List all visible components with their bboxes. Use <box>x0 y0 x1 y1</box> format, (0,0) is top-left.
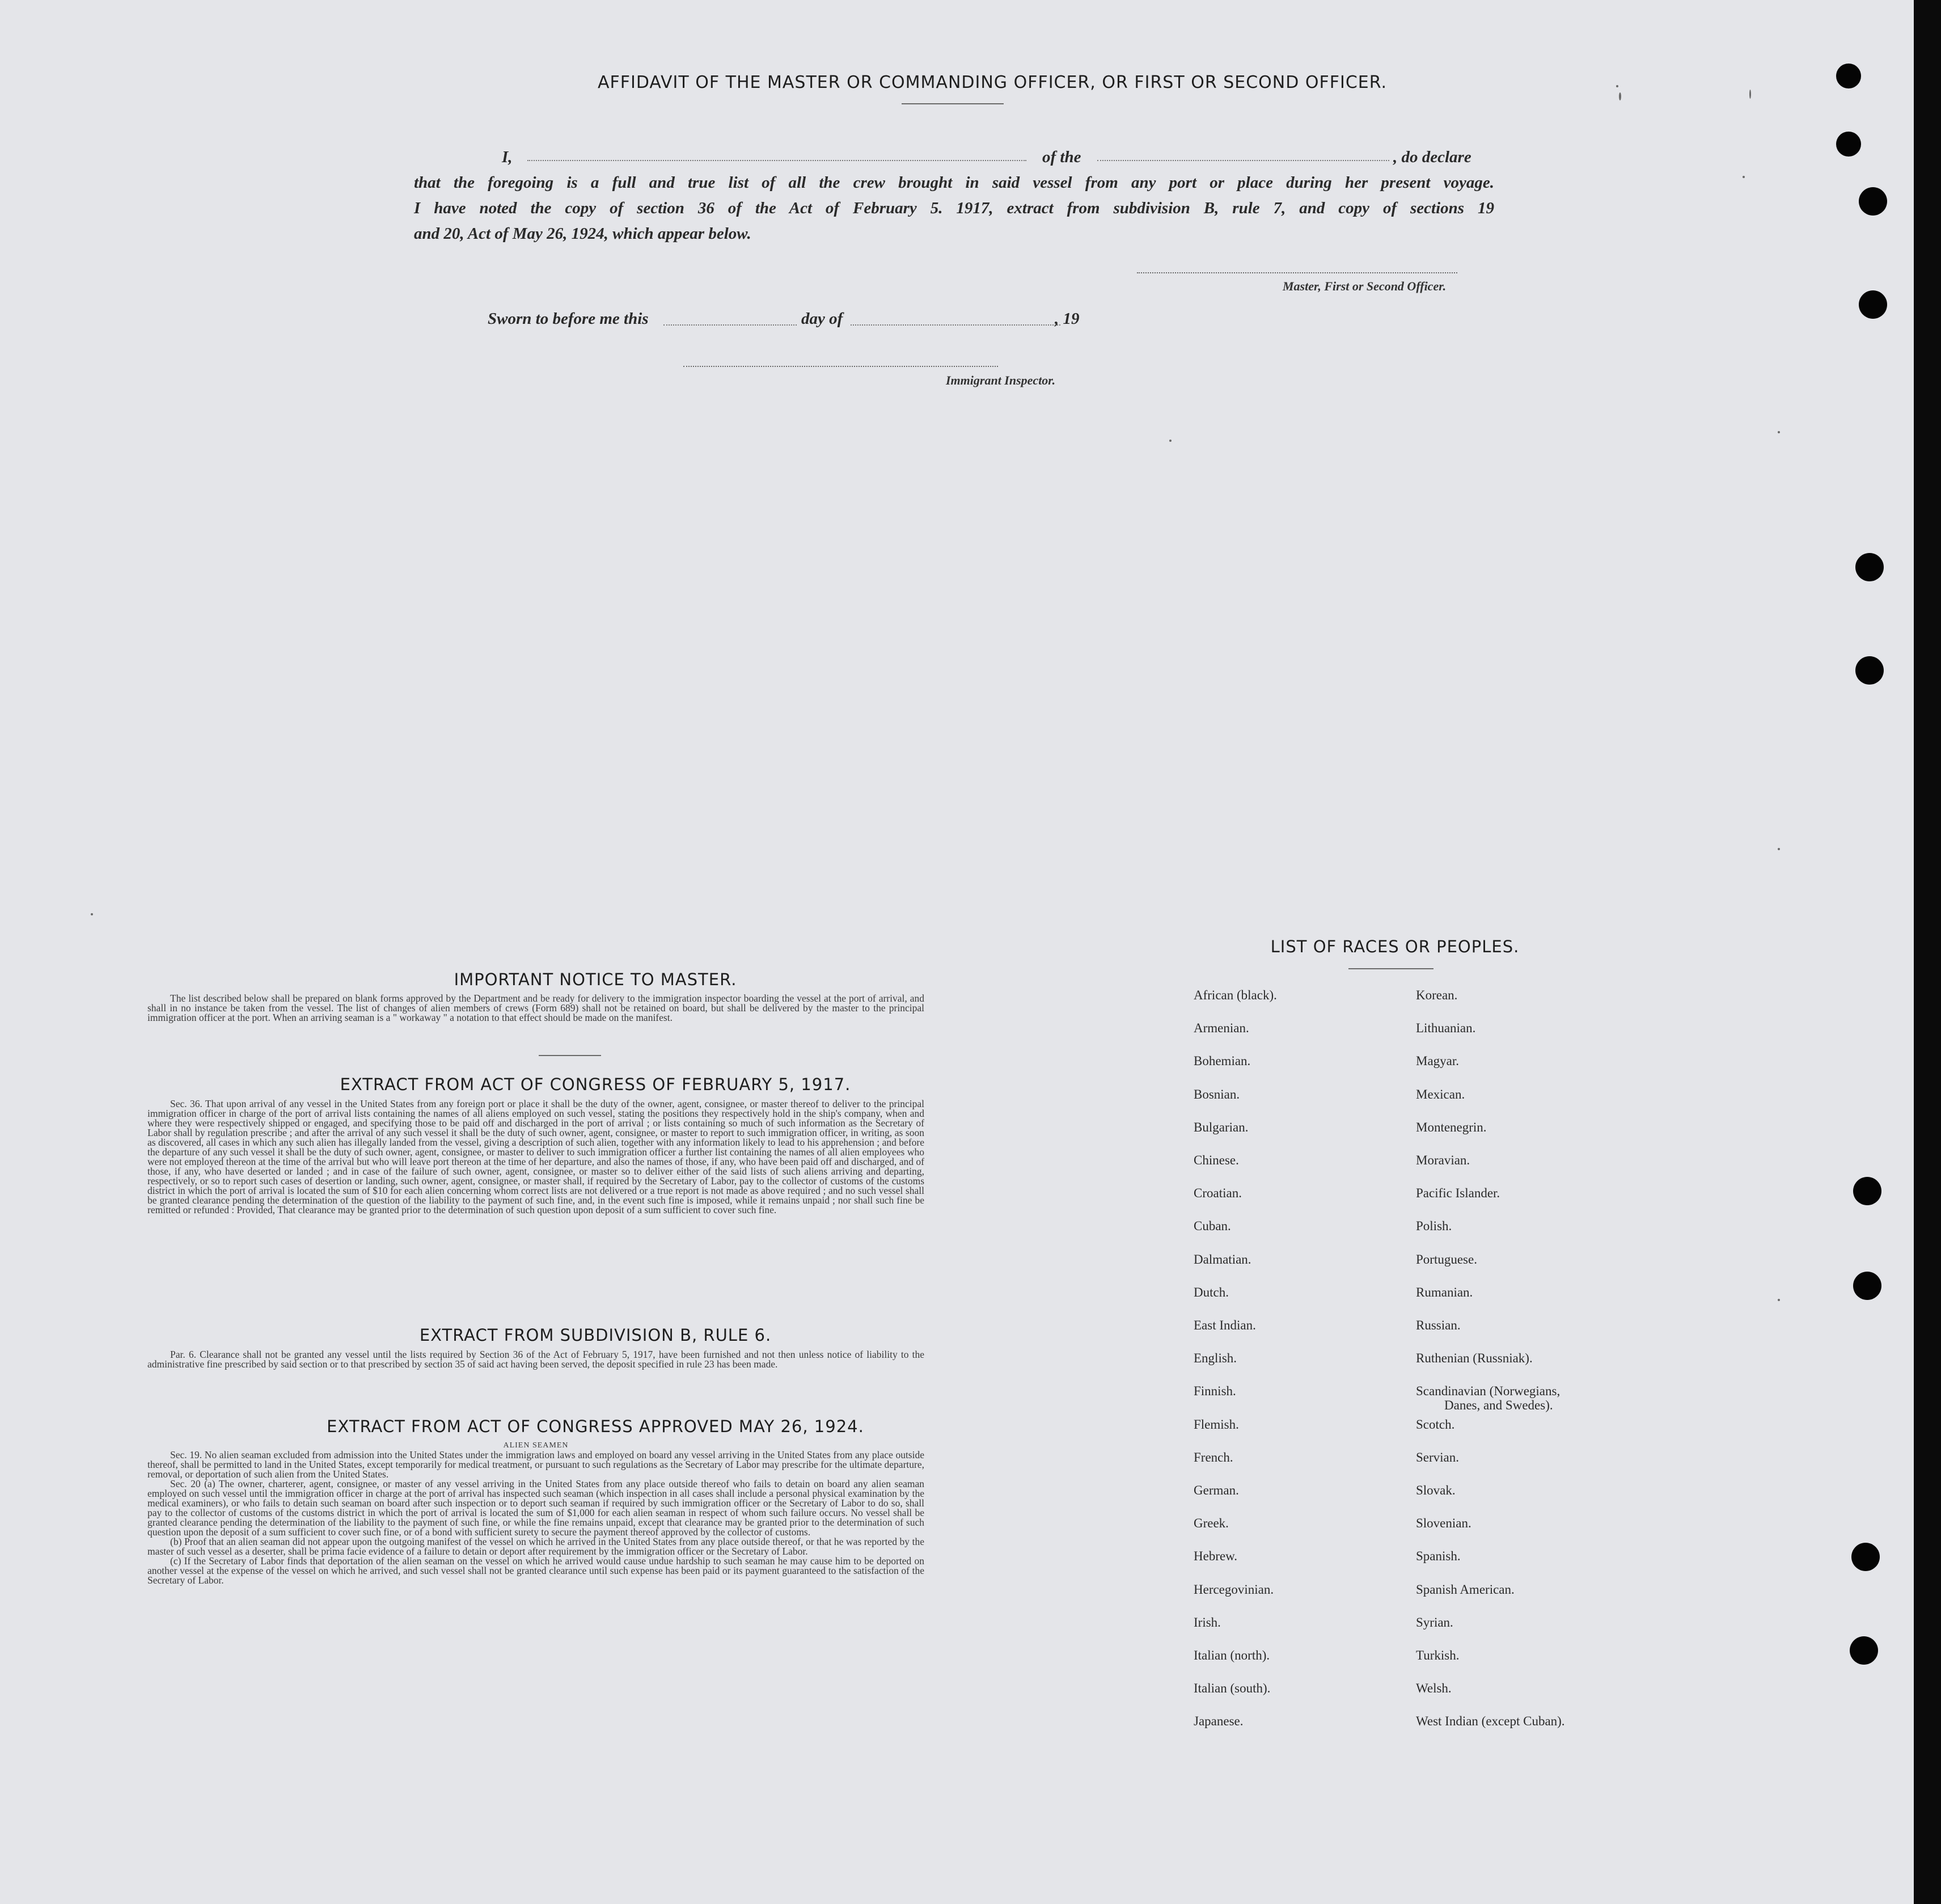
scan-speck <box>1619 92 1621 100</box>
scan-speck <box>1749 90 1751 99</box>
punch-hole <box>1851 1543 1880 1571</box>
scan-speck <box>1778 1299 1780 1301</box>
race-left-item: Cuban. <box>1194 1219 1231 1234</box>
race-right-item: Mexican. <box>1416 1087 1465 1101</box>
scan-speck <box>1616 85 1618 87</box>
race-right-item: Slovak. <box>1416 1483 1456 1497</box>
race-right-item: Rumanian. <box>1416 1285 1473 1299</box>
sworn-line <box>414 306 1265 332</box>
race-left-item: Hercegovinian. <box>1194 1582 1274 1597</box>
sec-20b-text: (b) Proof that an alien seaman did not appear upon the outgoing manifest of the vessel on which he arrived in the United States from any place outside thereof, or that he was reported by the master of such vessel as a deserter, shall be prima facie evidence of a failure to detain or deport after requirement by the immigration officer or the Secretary of Labor. <box>147 1536 924 1557</box>
race-right-item: West Indian (except Cuban). <box>1416 1714 1565 1729</box>
race-left-item: Bohemian. <box>1194 1054 1251 1069</box>
inspector-signature-line <box>683 366 998 367</box>
master-signature-line <box>1137 272 1457 273</box>
race-right-item: Slovenian. <box>1416 1516 1471 1531</box>
race-right-item: Moravian. <box>1416 1153 1470 1167</box>
decl-line-4: and 20, Act of May 26, 1924, which appear below. <box>414 225 751 243</box>
punch-hole <box>1850 1636 1878 1665</box>
scan-speck <box>1743 176 1745 178</box>
race-right-item: Scandinavian (Norwegians, <box>1416 1384 1561 1399</box>
extract-rule6-body <box>147 1350 924 1369</box>
punch-hole <box>1859 290 1887 319</box>
punch-hole <box>1855 553 1884 581</box>
extract-1924-title: EXTRACT FROM ACT OF CONGRESS APPROVED MAY 26, 1924. <box>327 1417 864 1436</box>
race-left-item: Greek. <box>1194 1516 1229 1531</box>
race-left-item: Japanese. <box>1194 1714 1244 1729</box>
notice-body <box>147 994 924 1023</box>
extract-1917-body <box>147 1099 924 1215</box>
race-left-item: Armenian. <box>1194 1021 1249 1036</box>
race-left-item: Dalmatian. <box>1194 1252 1251 1266</box>
race-right-item: Pacific Islander. <box>1416 1186 1500 1201</box>
race-right-item: Spanish American. <box>1416 1582 1515 1597</box>
vessel-blank <box>1097 160 1389 161</box>
name-blank <box>527 160 1026 161</box>
race-left-item: Bosnian. <box>1194 1087 1240 1101</box>
race-right-item: Korean. <box>1416 988 1458 1002</box>
punch-hole <box>1836 132 1861 157</box>
scan-speck <box>91 913 93 915</box>
inspector-caption: Immigrant Inspector. <box>946 373 1056 387</box>
punch-hole <box>1855 656 1884 685</box>
month-blank <box>851 324 1060 326</box>
race-left-item: East Indian. <box>1194 1318 1256 1332</box>
race-left-item: Croatian. <box>1194 1186 1242 1201</box>
race-right-item: Lithuanian. <box>1416 1021 1476 1036</box>
punch-hole <box>1853 1177 1881 1205</box>
race-right-item: Magyar. <box>1416 1054 1460 1069</box>
master-caption: Master, First or Second Officer. <box>1283 279 1447 293</box>
extract-1917-text: Sec. 36. That upon arrival of any vessel in the United States from any foreign port or place it shall be the duty of the owner, agent, consignee, or master thereof to deliver to the principal immigration officer in charge of the port of arrival lists containing the names of all aliens employed on such vessel, stating the positions they respectively hold in the ship's company, when and where they were respectively shipped or engaged, and specifying those to be paid off and discharged in the port of arrival ; or lists containing so much of such information as the Secretary of Labor shall by regulation prescribe ; and after the arrival of any such vessel it shall be the duty of such owner, agent, consignee, or master to report to such immigration officer, in writing, as soon as discovered, all cases in which any such alien has illegally landed from the vessel, giving a description of such alien, together with any information likely to lead to his apprehension ; and before the departure of any such vessel it shall be the duty of such owner, agent, consignee, or master to deliver to such immigration officer a further list containing the names of all alien employees who were not employed thereon at the time of the arrival but who will leave port thereon at the time of her departure, and also the names of those, if any, who have been paid off and discharged, and of those, if any, who have deserted or landed ; and in case of the failure of such owner, agent, consignee, or master so to deliver either of the said lists of such aliens arriving and departing, respectively, or so to report such cases of desertion or landing, such owner, agent, consignee, or master shall, if required by the Secretary of Labor, pay to the collector of customs of the customs district in which the port of arrival is located the sum of $10 for each alien concerning whom correct lists are not delivered or a true report is not made as above required ; and no such vessel shall be granted clearance pending the determination of the question of the liability to the payment of such fine, and, in the event such fine is imposed, while it remains unpaid ; nor shall such fine be remitted or refunded : Provided, That clearance may be granted prior to the determination of such question upon deposit of a sum sufficient to cover such fine. <box>147 1098 924 1215</box>
extract-rule6-title: EXTRACT FROM SUBDIVISION B, RULE 6. <box>419 1325 772 1345</box>
race-right-item: Montenegrin. <box>1416 1120 1487 1134</box>
decl-i: I, <box>502 148 513 166</box>
sec-20c-text: (c) If the Secretary of Labor finds that deportation of the alien seaman on the vessel on which he arrived would cause undue hardship to such seaman he may cause him to be deported on another vessel at the expense of the vessel on which he arrived, and such vessel shall not be granted clearance until such expense has been paid or its payment guaranteed to the satisfaction of the Secretary of Labor. <box>147 1555 924 1586</box>
scanner-border <box>1914 0 1941 1904</box>
affidavit-title: AFFIDAVIT OF THE MASTER OR COMMANDING OFFICER, OR FIRST OR SECOND OFFICER. <box>597 73 1388 92</box>
race-left-item: Italian (north). <box>1194 1648 1270 1662</box>
race-left-item: Chinese. <box>1194 1153 1239 1167</box>
race-left-item: Bulgarian. <box>1194 1120 1249 1134</box>
race-right-item: Portuguese. <box>1416 1252 1477 1266</box>
extract-rule6-text: Par. 6. Clearance shall not be granted any vessel until the lists required by Section 36 of the Act of February 5, 1917, have been furnished and not then unless notice of liability to the administrative fine prescribed by said section or to that prescribed by section 35 of said act having been served, the deposit specified in rule 23 has been made. <box>147 1349 924 1370</box>
notice-divider <box>539 1055 601 1056</box>
race-right-item: Scotch. <box>1416 1417 1455 1432</box>
race-right-item: Syrian. <box>1416 1615 1453 1629</box>
race-left-item: German. <box>1194 1483 1239 1497</box>
race-left-item: African (black). <box>1194 988 1277 1002</box>
race-left-item: Irish. <box>1194 1615 1221 1629</box>
extract-1917-title: EXTRACT FROM ACT OF CONGRESS OF FEBRUARY 5, 1917. <box>340 1075 851 1094</box>
punch-hole <box>1859 187 1887 216</box>
decl-line-2: that the foregoing is a full and true list of all the crew brought in said vessel from any port or place during her present voyage. <box>414 174 1494 192</box>
decl-line-3: I have noted the copy of section 36 of the Act of February 5. 1917, extract from subdivision B, rule 7, and copy of sections 19 <box>414 199 1494 217</box>
race-right-item: Polish. <box>1416 1219 1452 1234</box>
title-underline <box>902 103 1004 104</box>
punch-hole <box>1853 1272 1881 1300</box>
race-left-item: English. <box>1194 1351 1237 1366</box>
decl-of-the: of the <box>1042 148 1081 166</box>
race-right-item: Russian. <box>1416 1318 1461 1332</box>
race-left-item: French. <box>1194 1450 1233 1464</box>
sec-19-text: Sec. 19. No alien seaman excluded from admission into the United States under the immigration laws and employed on board any vessel arriving in the United States from any place outside thereof, shall be permitted to land in the United States, except temporarily for medical treatment, or pursuant to such regulations as the Secretary of Labor may prescribe for the ultimate departure, removal, or deportation of such alien from the United States. <box>147 1449 924 1480</box>
extract-1924-body <box>147 1441 924 1585</box>
punch-hole <box>1836 64 1861 88</box>
race-right-item: Spanish. <box>1416 1549 1461 1564</box>
race-right-item: Welsh. <box>1416 1681 1452 1696</box>
notice-title: IMPORTANT NOTICE TO MASTER. <box>454 970 737 989</box>
year-prefix: , 19 <box>1055 310 1080 328</box>
race-right-item: Turkish. <box>1416 1648 1460 1662</box>
sworn-text: Sworn to before me this <box>488 310 649 328</box>
races-title: LIST OF RACES OR PEOPLES. <box>1270 937 1520 956</box>
race-left-item: Finnish. <box>1194 1384 1236 1399</box>
scan-speck <box>1778 431 1780 433</box>
race-right-item: Servian. <box>1416 1450 1460 1464</box>
race-left-item: Italian (south). <box>1194 1681 1271 1696</box>
race-left-item: Hebrew. <box>1194 1549 1238 1564</box>
notice-text: The list described below shall be prepared on blank forms approved by the Department and be ready for delivery to the immigration inspector boarding the vessel at the port of arrival, and shall in no instance be taken from the vessel. The list of changes of alien members of crews (Form 689) shall not be retained on board, but shall be delivered by the master to the principal immigration officer at the port. When an arriving seaman is a " workaway " a notation to that effect should be made on the manifest. <box>147 993 924 1023</box>
decl-do-declare: , do declare <box>1393 148 1471 166</box>
day-blank <box>663 324 797 326</box>
race-right-item: Ruthenian (Russniak). <box>1416 1351 1533 1366</box>
races-title-underline <box>1348 968 1433 969</box>
race-left-item: Dutch. <box>1194 1285 1229 1299</box>
race-right-continuation: Danes, and Swedes). <box>1444 1398 1553 1413</box>
scan-speck <box>1778 848 1780 850</box>
scan-speck <box>1169 440 1172 442</box>
sec-20a-text: Sec. 20 (a) The owner, charterer, agent, consignee, or master of any vessel arriving in the United States from any place outside thereof who fails to detain on board any alien seaman employed on such vessel until the immigration officer in charge at the port of arrival has inspected such seaman (which inspection in all cases shall include a personal physical examination by the medical examiners), or who fails to detain such seaman on board after such inspection or to deport such seaman if required by such immigration officer or the Secretary of Labor to do so, shall pay to the collector of customs of the customs district in which the port of arrival is located the sum of $1,000 for each alien seaman in respect of whom such failure occurs. No vessel shall be granted clearance pending the determination of the liability to the payment of such fine, or while the fine remains unpaid, except that clearance may be granted prior to the determination of such question upon the deposit of a sum sufficient to cover such fine, or of a bond with sufficient surety to secure the payment thereof approved by the collector of customs. <box>147 1478 924 1538</box>
day-of-text: day of <box>801 310 843 328</box>
race-left-item: Flemish. <box>1194 1417 1239 1432</box>
alien-seamen-subtitle: ALIEN SEAMEN <box>503 1441 569 1450</box>
